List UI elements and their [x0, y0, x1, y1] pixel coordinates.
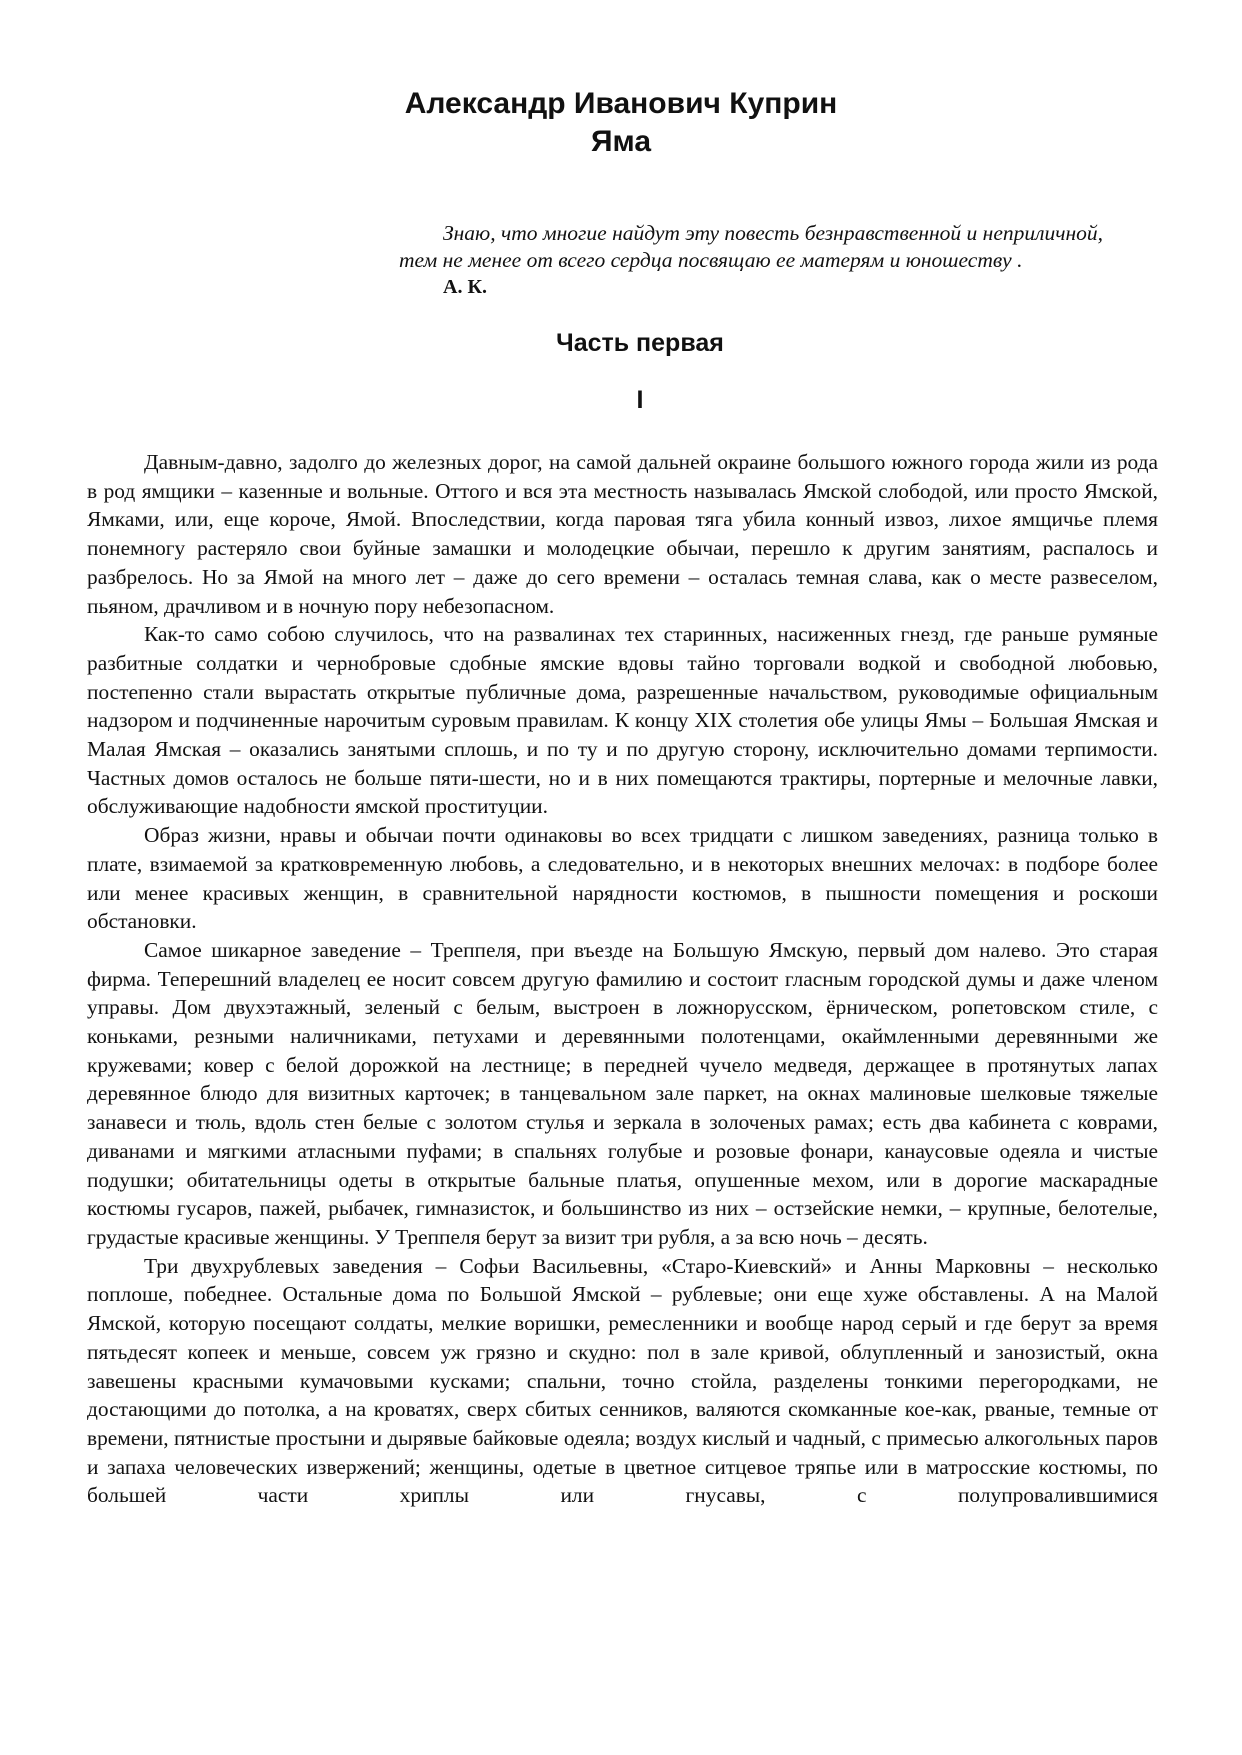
paragraph: Три двухрублевых заведения – Софьи Васильевны, «Старо-Киевский» и Анны Марковны – несколько поплоше, победнее. Остальные дома по Большой Ямской – рублевые; они еще хуже обставлены. А на Малой Ямской, которую посещают солдаты, мелкие воришки, ремесленники и вообще народ серый и где берут за время пятьдесят копеек и меньше, совсем уж грязно и скудно: пол в зале кривой, облупленный и занозистый, окна завешены красными кумачовыми кусками; спальни, точно стойла, разделены тонкими перегородками, не достающими до потолка, а на кроватях, сверх сбитых сенников, валяются скомканные кое-как, рваные, темные от времени, пятнистые простыни и дырявые байковые одеяла; воздух кислый и чадный, с примесью алкогольных паров и запаха человеческих извержений; женщины, одетые в цветное ситцевое тряпье или в матросские костюмы, по большей части хриплы или гнусавы, с полупровалившимися [87, 1253, 1158, 1508]
chapter-number: I [636, 386, 644, 414]
book-title: Яма [590, 125, 652, 158]
epigraph-line-1: Знаю, что многие найдут эту повесть безнравственной и неприличной, [443, 221, 1104, 245]
part-title: Часть первая [556, 329, 724, 357]
paragraph: Самое шикарное заведение – Треппеля, при въезде на Большую Ямскую, первый дом налево. Это старая фирма. Теперешний владелец ее носит совсем другую фамилию и состоит гласным городской думы и даже членом управы. Дом двухэтажный, зеленый с белым, выстроен в ложнорусском, ёрническом, ропетовском стиле, с коньками, резными наличниками, петухами и деревянными полотенцами, окаймленными деревянными же кружевами; ковер с белой дорожкой на лестнице; в передней чучело медведя, держащее в протянутых лапах деревянное блюдо для визитных карточек; в танцевальном зале паркет, на окнах малиновые шелковые тяжелые занавеси и тюль, вдоль стен белые с золотом стулья и зеркала в золоченых рамах; есть два кабинета с коврами, диванами и мягкими атласными пуфами; в спальнях голубые и розовые фонари, канаусовые одеяла и чистые подушки; обитательницы одеты в открытые бальные платья, опушенные мехом, или в дорогие маскарадные костюмы гусаров, пажей, рыбачек, гимназисток, и большинство из них – остзейские немки, – крупные, белотелые, грудастые красивые женщины. У Треппеля берут за визит три рубля, а за всю ночь – десять. [87, 937, 1158, 1249]
epigraph [399, 220, 1159, 274]
author-name: Александр Иванович Куприн [404, 87, 838, 120]
paragraph: Как-то само собою случилось, что на развалинах тех старинных, насиженных гнезд, где раньше румяные разбитные солдатки и чернобровые сдобные ямские вдовы тайно торговали водкой и свободной любовью, постепенно стали вырастать открытые публичные дома, разрешенные начальством, руководимые официальным надзором и подчиненные нарочитым суровым правилам. К концу XIX столетия обе улицы Ямы – Большая Ямская и Малая Ямская – оказались занятыми сплошь, и по ту и по другую сторону, исключительно домами терпимости. Частных домов осталось не больше пяти-шести, но и в них помещаются трактиры, портерные и мелочные лавки, обслуживающие надобности ямской проституции. [87, 622, 1158, 819]
paragraph: Образ жизни, нравы и обычаи почти одинаковы во всех тридцати с лишком заведениях, разница только в плате, взимаемой за кратковременную любовь, а следовательно, и в некоторых внешних мелочах: в подборе более или менее красивых женщин, в сравнительной нарядности костюмов, в пышности помещения и роскоши обстановки. [87, 823, 1158, 934]
epigraph-line-2: тем не менее от всего сердца посвящаю ее матерям и юношеству . [399, 248, 1023, 272]
body-text [87, 448, 1158, 1510]
epigraph-signature: А. К. [443, 276, 487, 298]
paragraph: Давным-давно, задолго до железных дорог, на самой дальней окраине большого южного города жили из рода в род ямщики – казенные и вольные. Оттого и вся эта местность называлась Ямской слободой, или просто Ямской, Ямками, или, еще короче, Ямой. Впоследствии, когда паровая тяга убила конный извоз, лихое ямщичье племя понемногу растеряло свои буйные замашки и молодецкие обычаи, перешло к другим занятиям, распалось и разбрелось. Но за Ямой на много лет – даже до сего времени – осталась темная слава, как о месте развеселом, пьяном, драчливом и в ночную пору небезопасном. [87, 450, 1158, 618]
